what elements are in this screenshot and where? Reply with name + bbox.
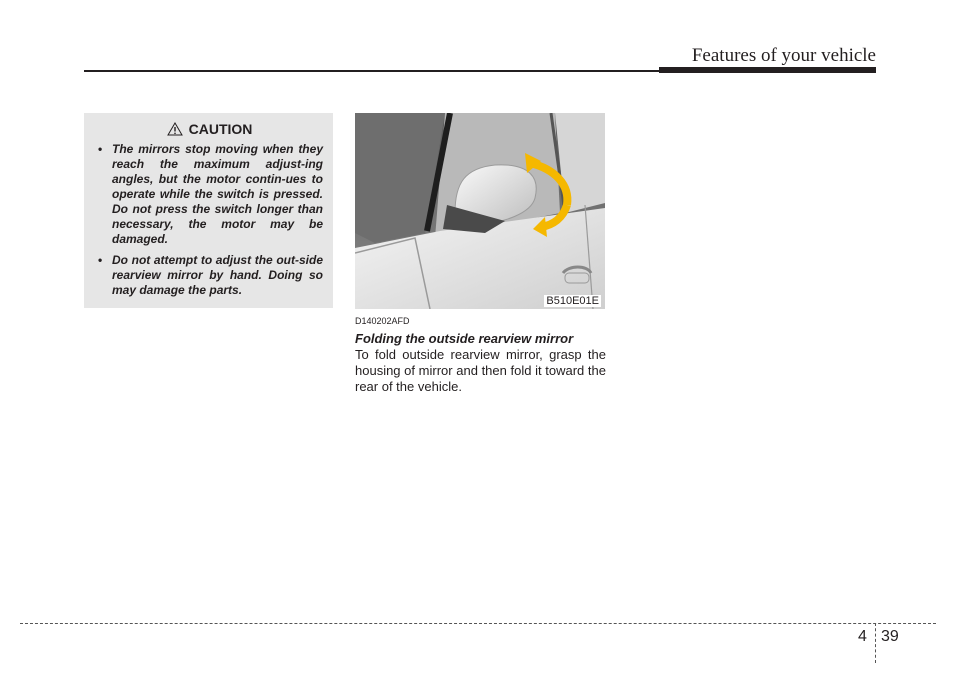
warning-triangle-icon (167, 122, 183, 136)
mirror-folding-illustration (355, 113, 605, 309)
section-code: D140202AFD (355, 316, 410, 326)
caution-item: • Do not attempt to adjust the out-side rearview mirror by hand. Doing so may damage the parts. (96, 253, 323, 298)
caution-box (84, 113, 333, 308)
caution-header (96, 121, 323, 137)
figure-code-label: B510E01E (546, 295, 599, 307)
header-rule-thick (659, 67, 876, 73)
header-rule-thin (84, 70, 659, 72)
page-number: 39 (881, 628, 899, 645)
section-body: To fold outside rearview mirror, grasp the housing of mirror and then fold it toward the rear of the vehicle. (355, 347, 606, 394)
caution-list (96, 142, 323, 298)
caution-title: CAUTION (188, 121, 253, 137)
mirror-illustration (355, 113, 605, 309)
caution-item: • The mirrors stop moving when they reach the maximum adjust-ing angles, but the motor contin-ues to operate while the switch is pressed. Do not press the switch longer than necessary, the motor may be damaged. (96, 142, 323, 247)
header-title: Features of your vehicle (691, 45, 876, 66)
footer-rule (20, 623, 936, 624)
footer-divider (875, 623, 876, 663)
chapter-number: 4 (858, 628, 867, 645)
section-title: Folding the outside rearview mirror (355, 331, 574, 346)
